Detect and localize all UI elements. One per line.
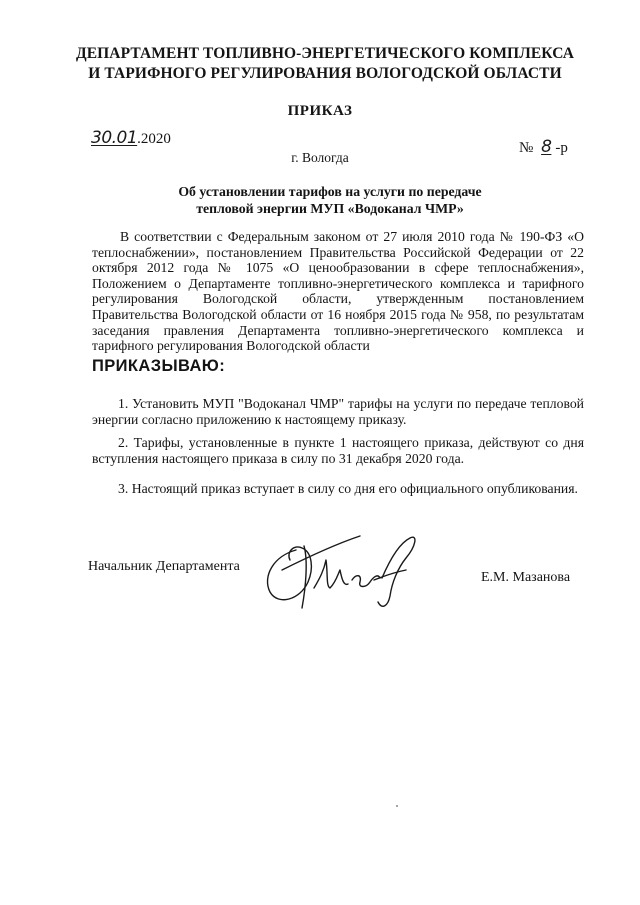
department-header: [60, 44, 590, 84]
document-type: ПРИКАЗ: [287, 103, 353, 119]
order-item-1: 1. Установить МУП "Водоканал ЧМР" тарифы на услуги по передаче тепловой энергии согласно приложению к настоящему приказу.: [92, 396, 584, 427]
signatory-name: Е.М. Мазанова: [481, 570, 571, 585]
number-sign: №: [519, 140, 534, 156]
document-title: [140, 183, 520, 217]
scan-speck: [396, 805, 398, 807]
header-line-2: И ТАРИФНОГО РЕГУЛИРОВАНИЯ ВОЛОГОДСКОЙ ОБЛАСТИ: [88, 65, 562, 82]
signatory-position: Начальник Департамента: [88, 559, 240, 574]
number-suffix: -р: [555, 140, 568, 156]
title-line-2: тепловой энергии МУП «Водоканал ЧМР»: [196, 201, 464, 216]
decree-word: ПРИКАЗЫВАЮ:: [92, 357, 226, 375]
order-item-2: 2. Тарифы, установленные в пункте 1 настоящего приказа, действуют со дня вступления настоящего приказа в силу по 31 декабря 2020 года.: [92, 435, 584, 466]
title-line-1: Об установлении тарифов на услуги по передаче: [178, 184, 482, 199]
city: г. Вологда: [291, 150, 349, 165]
handwritten-signature: [256, 530, 424, 614]
header-line-1: ДЕПАРТАМЕНТ ТОПЛИВНО-ЭНЕРГЕТИЧЕСКОГО КОМПЛЕКСА: [75, 45, 575, 62]
handwritten-number: 8: [541, 137, 552, 157]
order-date: [91, 128, 171, 148]
order-item-3: 3. Настоящий приказ вступает в силу со дня его официального опубликования.: [118, 481, 578, 496]
preamble-paragraph: В соответствии с Федеральным законом от 27 июля 2010 года № 190-ФЗ «О теплоснабжении», постановлением Правительства Российской Федерации от 22 октября 2012 года № 1075 «О ценообразовании в сфере теплоснабжения», Положением о Департаменте топливно-энергетического комплекса и тарифного регулирования Вологодской области, утвержденным постановлением Правительства Вологодской области от 16 ноября 2015 года № 958, по результатам заседания правления Департамента топливно-энергетического комплекса и тарифного регулирования Вологодской области: [92, 229, 584, 354]
handwritten-date: 30.01: [91, 128, 138, 148]
date-year: .2020: [137, 131, 171, 147]
